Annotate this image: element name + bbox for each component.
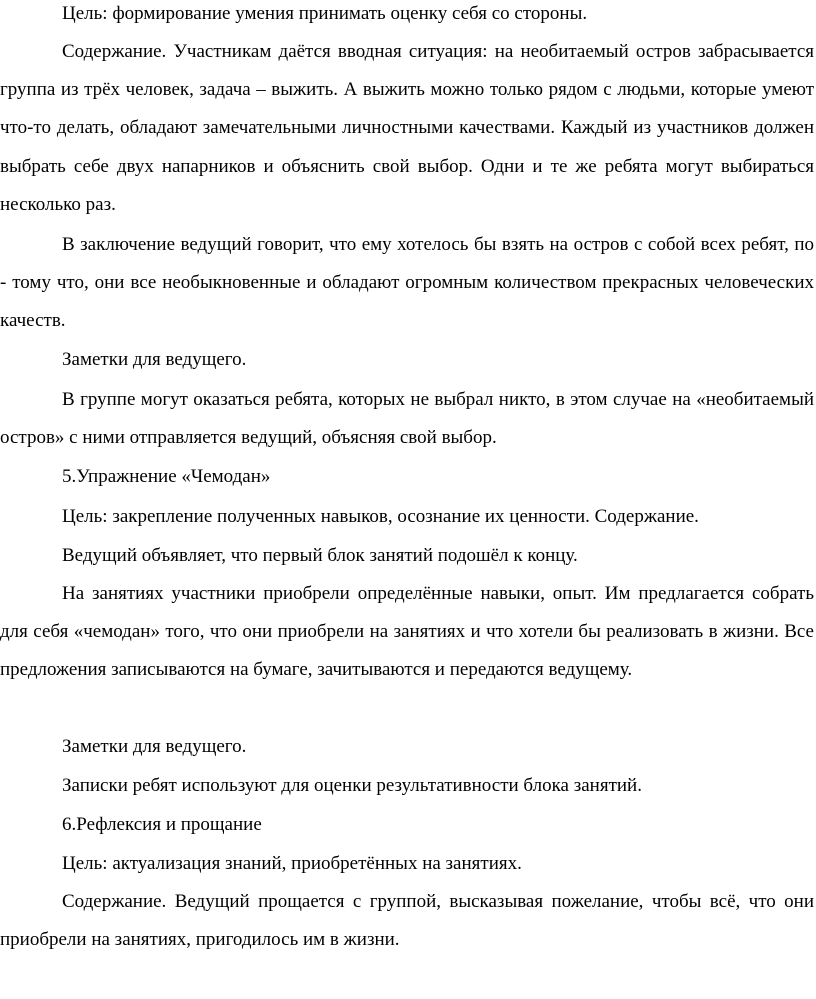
paragraph-goal-1: Цель: формирование умения принимать оценку себя со стороны. [62, 3, 588, 24]
paragraph-suitcase: На занятиях участники приобрели определённые навыки, опыт. Им предлагается собрать для себя «чемодан» того, что они приобрели на занятиях и что хотели бы реализовать в жизни. Все предложения записываются на бумаге, зачитываются и передаются ведущему. [0, 583, 814, 681]
paragraph-notes-2: Записки ребят используют для оценки результативности блока занятий. [62, 775, 642, 796]
paragraph-goal-6: Цель: актуализация знаний, приобретённых на занятиях. [62, 853, 522, 874]
paragraph-notes-heading-2: Заметки для ведущего. [62, 736, 247, 757]
paragraph-notes-1: В группе могут оказаться ребята, которых не выбрал никто, в этом случае на «необитаемый остров» с ними отправляется ведущий, объясняя свой выбор. [0, 389, 814, 449]
paragraph-exercise-5-title: 5.Упражнение «Чемодан» [62, 466, 271, 487]
paragraph-announce: Ведущий объявляет, что первый блок занятий подошёл к концу. [62, 545, 578, 566]
paragraph-reflection-title: 6.Рефлексия и прощание [62, 814, 262, 835]
paragraph-goal-5: Цель: закрепление полученных навыков, осознание их ценности. Содержание. [62, 506, 699, 527]
paragraph-notes-heading-1: Заметки для ведущего. [62, 349, 247, 370]
paragraph-content-6: Содержание. Ведущий прощается с группой, высказывая пожелание, чтобы всё, что они приобрели на занятиях, пригодилось им в жизни. [0, 891, 814, 951]
paragraph-content-1: Содержание. Участникам даётся вводная ситуация: на необитаемый остров забрасывается группа из трёх человек, задача – выжить. А выжить можно только рядом с людьми, которые умеют что-то делать, обладают замечательными личностными качествами. Каждый из участников должен выбрать себе двух напарников и объяснить свой выбор. Одни и те же ребята могут выбираться несколько раз. [0, 41, 814, 215]
paragraph-conclusion: В заключение ведущий говорит, что ему хотелось бы взять на остров с собой всех ребят, по - тому что, они все необыкновенные и обладают огромным количеством прекрасных человеческих качеств. [0, 234, 814, 332]
